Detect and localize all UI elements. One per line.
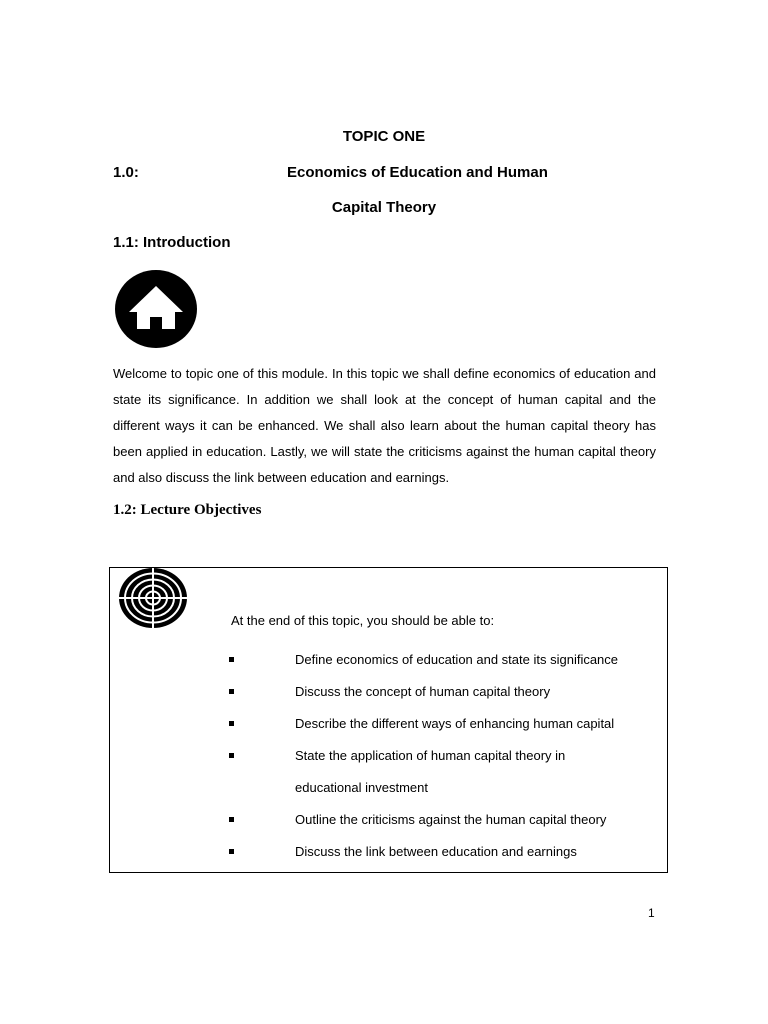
- intro-paragraph: Welcome to topic one of this module. In this topic we shall define economics of education and state its significance. In addition we shall look at the concept of human capital and the different ways it can be enhanced. We shall also learn about the human capital theory has been applied in education. Lastly, we will state the criticisms against the human capital theory and also discuss the link between education and earnings.: [113, 366, 656, 485]
- objective-text: Discuss the concept of human capital theory: [295, 684, 551, 699]
- objective-text: Define economics of education and state its significance: [295, 652, 619, 667]
- bullet-icon: [229, 753, 234, 758]
- objective-text: State the application of human capital theory in: [295, 748, 566, 763]
- objective-text: Describe the different ways of enhancing human capital: [295, 716, 615, 731]
- objectives-list: [229, 644, 659, 868]
- intro-heading: 1.1: Introduction: [113, 234, 231, 251]
- bullet-icon: [229, 817, 234, 822]
- bullet-icon: [229, 657, 234, 662]
- objectives-heading: 1.2: Lecture Objectives: [113, 502, 262, 518]
- objective-text: Discuss the link between education and earnings: [295, 844, 577, 859]
- page-number: 1: [648, 906, 655, 920]
- bullet-icon: [229, 721, 234, 726]
- objective-item-continuation: [229, 772, 659, 804]
- objective-item: [229, 676, 659, 708]
- bullet-icon: [229, 689, 234, 694]
- objective-item: [229, 740, 659, 772]
- home-icon: [114, 269, 198, 349]
- target-icon: [118, 567, 188, 629]
- objective-item: [229, 836, 659, 868]
- section-title-line2: Capital Theory: [331, 199, 437, 216]
- section-number: 1.0:: [113, 164, 139, 181]
- section-title-line1: Economics of Education and Human: [287, 164, 548, 181]
- topic-title: TOPIC ONE: [342, 128, 426, 145]
- objective-item: [229, 708, 659, 740]
- objective-item: [229, 804, 659, 836]
- bullet-icon: [229, 849, 234, 854]
- objective-text: Outline the criticisms against the human capital theory: [295, 812, 607, 827]
- objectives-intro: At the end of this topic, you should be able to:: [231, 613, 495, 628]
- objective-text: educational investment: [295, 780, 428, 795]
- objective-item: [229, 644, 659, 676]
